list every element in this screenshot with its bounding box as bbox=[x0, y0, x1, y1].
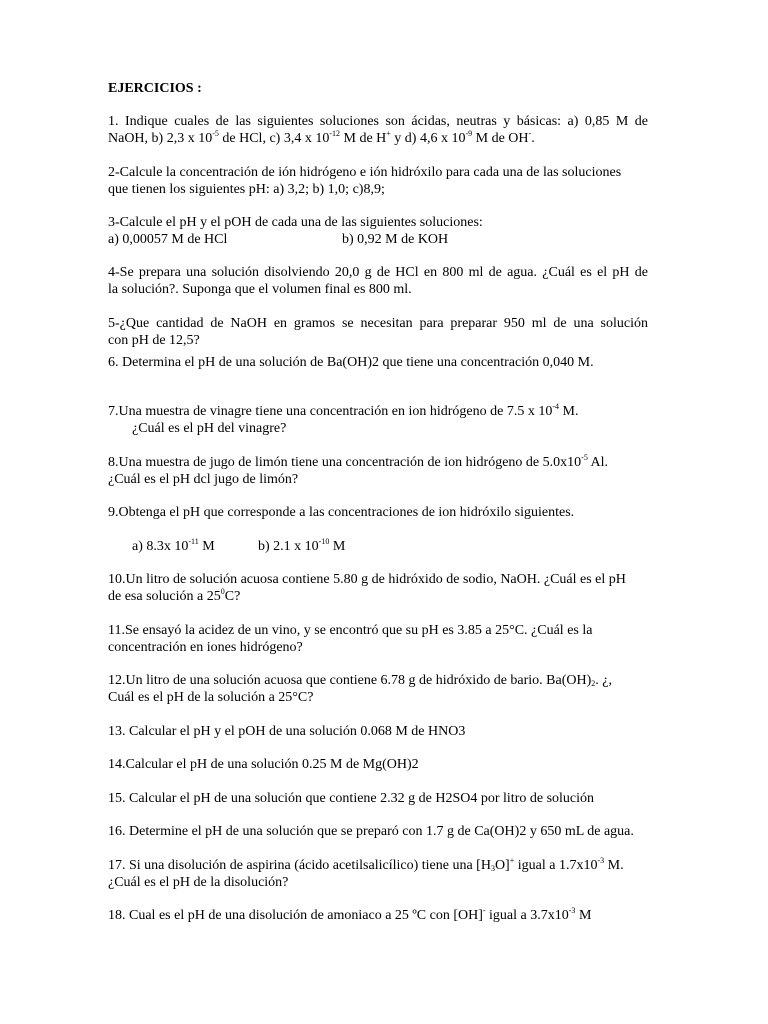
exercise-9-option-b: b) 2.1 x $10^{-10}$ M bbox=[258, 537, 346, 554]
exercise-7-line-2: ¿Cuál es el pH del vinagre? bbox=[132, 421, 287, 436]
exercise-18-line-1: 18. Cual es el pH de una disolución de amoniaco a 25 ºC con [OH]- igual a $3.7x10^{-3}$ M bbox=[108, 906, 592, 923]
exercise-7-line-1: 7.Una muestra de vinagre tiene una concentración en ion hidrógeno de 7.5 x $10^{-4}$ M. bbox=[108, 402, 579, 419]
exercise-2 bbox=[108, 164, 648, 198]
exercise-1 bbox=[108, 113, 648, 147]
exercise-11-line-2: concentración en iones hidrógeno? bbox=[108, 640, 303, 655]
exercise-9-options bbox=[108, 538, 672, 555]
exercise-17-line-1: 17. Si una disolución de aspirina (ácido acetilsalicílico) tiene una $[H_3O]^+$ igual a $1.7x10^{-3}$ M. bbox=[108, 856, 624, 873]
exercise-4-line-2: la solución?. Suponga que el volumen final es 800 ml. bbox=[108, 282, 412, 297]
exercise-9 bbox=[108, 504, 648, 521]
exercise-17-line-2: ¿Cuál es el pH de la disolución? bbox=[108, 875, 289, 890]
exercise-3-option-b: b) 0,92 M de KOH bbox=[342, 232, 449, 247]
exercise-8 bbox=[108, 454, 648, 488]
exercise-8-line-2: ¿Cuál es el pH dcl jugo de limón? bbox=[108, 472, 299, 487]
exercise-12-line-2: Cuál es el pH de la solución a 25°C? bbox=[108, 690, 314, 705]
exercise-10-line-1: 10.Un litro de solución acuosa contiene 5.80 g de hidróxido de sodio, NaOH. ¿Cuál es el pH bbox=[108, 572, 626, 587]
exercise-11-line-1: 11.Se ensayó la acidez de un vino, y se encontró que su pH es 3.85 a 25°C. ¿Cuál es la bbox=[108, 623, 593, 638]
exercise-2-line-2: que tienen los siguientes pH: a) 3,2; b) 1,0; c)8,9; bbox=[108, 182, 385, 197]
exercise-5-line-2: con pH de 12,5? bbox=[108, 333, 200, 348]
page-title: EJERCICIOS : bbox=[108, 81, 202, 96]
exercise-5-line-1: 5-¿Que cantidad de NaOH en gramos se necesitan para preparar 950 ml de una solución bbox=[108, 316, 648, 331]
exercise-7 bbox=[108, 403, 648, 437]
exercise-1-line-2: NaOH, b) 2,3 x $10^{-5}$ de HCl, c) 3,4 x $10^{-12}$ M de H+ y d) 4,6 x $10^{-9}$ M de OH-. bbox=[108, 129, 535, 146]
exercise-3-option-a: a) 0,00057 M de HCl bbox=[108, 232, 228, 247]
exercise-4 bbox=[108, 264, 648, 298]
exercise-12 bbox=[108, 672, 648, 706]
exercise-3-line-2 bbox=[108, 231, 648, 248]
exercise-13: 13. Calcular el pH y el pOH de una solución 0.068 M de HNO3 bbox=[108, 724, 466, 739]
exercise-2-line-1: 2-Calcule la concentración de ión hidrógeno e ión hidróxilo para cada una de las soluciones bbox=[108, 165, 622, 180]
exercise-5 bbox=[108, 315, 648, 349]
exercise-1-line-1: 1. Indique cuales de las siguientes soluciones son ácidas, neutras y básicas: a) 0,85 M de bbox=[108, 114, 648, 129]
exercise-12-line-1: 12.Un litro de una solución acuosa que contiene 6.78 g de hidróxido de bario. $Ba(OH)_2$. ¿, bbox=[108, 673, 612, 688]
exercise-3-line-1: 3-Calcule el pH y el pOH de cada una de las siguientes soluciones: bbox=[108, 215, 483, 230]
exercise-8-line-1: 8.Una muestra de jugo de limón tiene una concentración de ion hidrógeno de $5.0x10^{-5}$ Al. bbox=[108, 453, 609, 470]
exercise-17 bbox=[108, 857, 648, 891]
exercise-9-option-a: a) 8.3x $10^{-11}$ M bbox=[132, 537, 215, 554]
exercise-18 bbox=[108, 907, 648, 924]
exercise-11 bbox=[108, 622, 648, 656]
exercise-3 bbox=[108, 214, 648, 248]
exercise-16: 16. Determine el pH de una solución que se preparó con 1.7 g de Ca(OH)2 y 650 mL de agua. bbox=[108, 824, 634, 839]
exercise-10-line-2: de esa solución a $25^0C$? bbox=[108, 587, 241, 604]
exercise-4-line-1: 4-Se prepara una solución disolviendo 20,0 g de HCl en 800 ml de agua. ¿Cuál es el pH de bbox=[108, 265, 648, 280]
exercise-14: 14.Calcular el pH de una solución 0.25 M de Mg(OH)2 bbox=[108, 757, 419, 772]
exercise-9-line-1: 9.Obtenga el pH que corresponde a las concentraciones de ion hidróxilo siguientes. bbox=[108, 505, 575, 520]
exercise-6: 6. Determina el pH de una solución de Ba(OH)2 que tiene una concentración 0,040 M. bbox=[108, 355, 594, 370]
exercise-10 bbox=[108, 571, 648, 605]
exercise-15: 15. Calcular el pH de una solución que contiene 2.32 g de H2SO4 por litro de solución bbox=[108, 791, 595, 806]
